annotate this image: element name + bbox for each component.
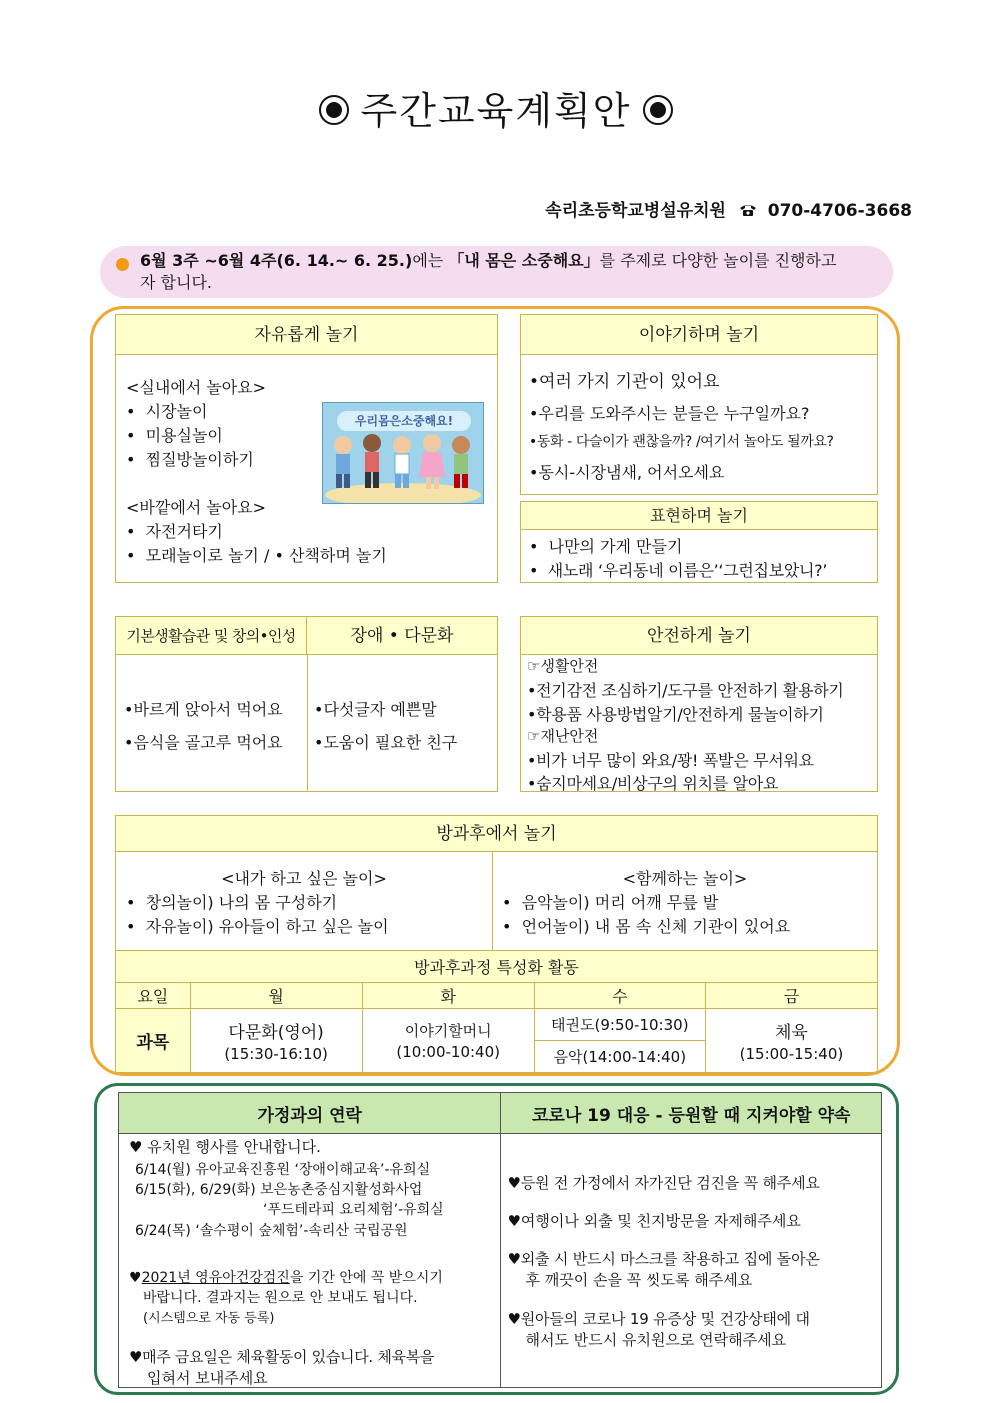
list-item: 해서도 반드시 유치원으로 연락해주세요 [525,1331,787,1349]
fri-subject: 체육 (15:00-15:40) [705,1009,877,1073]
story-play-title: 이야기하며 놀기 [521,315,877,355]
list-item: •여러 가지 기관이 있어요 [529,372,720,392]
free-play-title: 자유롭게 놀기 [116,315,497,355]
list-item: •음식을 골고루 먹어요 [124,733,283,752]
list-item: •다섯글자 예쁜말 [314,700,437,719]
list-item: •학용품 사용방법알기/안전하게 물놀이하기 [527,705,824,724]
illustration-caption: 우리몸은소중해요! [337,411,471,431]
habits-box [115,616,498,792]
list-item: • 찜질방놀이하기 [126,450,254,469]
title-text: 주간교육계획안 [360,89,632,133]
fisheye-icon [319,95,349,125]
subject-label: 과목 [116,1009,191,1073]
afterschool-right-heading: <함께하는 놀이> [622,869,748,888]
safety-box [520,616,878,792]
home-title: 가정과의 연락 [119,1093,501,1134]
covid-title: 코로나 19 대응 - 등원할 때 지켜야할 약속 [501,1093,882,1134]
day-wed: 수 [534,983,705,1009]
school-info [545,196,912,221]
theme-rest: 를 주제로 다양한 놀이를 진행하고 [599,251,837,270]
day-tue: 화 [362,983,534,1009]
day-mon: 월 [190,983,362,1009]
list-item: • 자전거타기 [126,522,223,541]
afterschool-title: 방과후에서 놀기 [116,816,877,852]
list-item: •우리를 도와주시는 분들은 누구일까요? [529,404,810,423]
safety-subheading: ☞생활안전 [527,657,599,675]
list-item: ‘푸드테라피 요리체험’-유희실 [263,1202,444,1218]
list-item: •전기감전 조심하기/도구를 안전하기 활용하기 [527,681,844,700]
theme-line2: 자 합니다. [140,273,212,292]
theme-banner [100,246,893,298]
list-item: ♥등원 전 가정에서 자가진단 검진을 꼭 해주세요 [507,1174,820,1192]
indoor-heading: <실내에서 놀아요> [126,378,267,397]
list-item: • 자유놀이) 유아들이 하고 싶은 놀이 [126,917,389,936]
list-item: 6/14(월) 유아교육진흥원 ‘장애이해교육’-유희실 [135,1162,431,1178]
column-divider [307,655,308,791]
list-item: • 창의놀이) 나의 몸 구성하기 [126,893,338,912]
theme-text [140,250,885,294]
list-item: • 새노래 ‘우리동네 이름은’‘그런집보았니?’ [529,561,828,580]
mon-subject: 다문화(영어) (15:30-16:10) [190,1009,362,1073]
safety-subheading: ☞재난안전 [527,727,599,745]
list-item: ♥매주 금요일은 체육활동이 있습니다. 체육복을 [129,1348,435,1366]
wed-subject-1: 태권도(9:50-10:30) [534,1009,705,1041]
list-item: • 모래놀이로 놀기 / • 산책하며 놀기 [126,546,387,565]
day-label: 요일 [116,983,191,1009]
list-item: 후 깨끗이 손을 꼭 씻도록 해주세요 [525,1271,753,1289]
theme-connector: 에는 [412,251,449,270]
list-item: • 언어놀이) 내 몸 속 신체 기관이 있어요 [502,917,791,936]
children-drawing [323,403,483,503]
list-item: ♥ 유치원 행사를 안내합니다. [129,1138,321,1156]
list-item: •바르게 앉아서 먹어요 [124,700,283,719]
list-item: ♥여행이나 외출 및 친지방문을 자제해주세요 [507,1212,801,1230]
list-item: • 미용실놀이 [126,426,223,445]
home-content [119,1134,501,1388]
express-play-box [520,501,878,583]
list-item: •도움이 필요한 친구 [314,733,458,752]
list-item: • 음악놀이) 머리 어깨 무릎 발 [502,893,719,912]
special-title: 방과후과정 특성화 활동 [116,951,878,983]
wed-subject-2: 음악(14:00-14:40) [534,1041,705,1073]
list-item: (시스템으로 자동 등록) [143,1311,275,1326]
special-activities-table [115,950,878,1073]
list-item: ♥2021년 영유아건강검진을 기간 안에 꼭 받으시기 [129,1270,443,1286]
habits-title: 기본생활습관 및 창의•인성 [116,617,307,655]
day-fri: 금 [705,983,877,1009]
list-item: •동시-시장냄새, 어서오세요 [529,463,725,482]
outdoor-heading: <바깥에서 놀아요> [126,498,267,517]
tue-subject: 이야기할머니 (10:00-10:40) [362,1009,534,1073]
safety-title: 안전하게 놀기 [521,617,877,655]
list-item: •동화 - 다슬이가 괜찮을까? /여기서 놀아도 될까요? [529,434,834,450]
list-item: ♥원아들의 코로나 19 유증상 및 건강상태에 대 [507,1310,810,1328]
list-item: ♥외출 시 반드시 마스크를 착용하고 집에 돌아온 [507,1250,820,1268]
health-check-link-text: 2021년 영유아건강검진 [141,1270,290,1286]
school-name: 속리초등학교병설유치원 [545,201,726,221]
children-illustration [322,402,484,504]
afterschool-box [115,815,878,951]
list-item: • 나만의 가게 만들기 [529,537,683,556]
phone-icon [738,203,758,217]
list-item: 입혀서 보내주세요 [147,1369,268,1387]
page-title [0,80,992,135]
theme-subject: 「내 몸은 소중해요」 [448,251,600,270]
list-item: 바랍니다. 결과지는 원으로 안 보내도 됩니다. [143,1290,418,1306]
list-item: •숨지마세요/비상구의 위치를 알아요 [527,774,779,793]
bullet-icon [116,258,129,271]
afterschool-left-heading: <내가 하고 싶은 놀이> [221,869,387,888]
theme-period: 6월 3주 ~6월 4주(6. 14.~ 6. 25.) [140,251,413,270]
express-play-title: 표현하며 놀기 [521,502,877,530]
covid-content [501,1134,882,1388]
story-play-box [520,314,878,495]
school-phone: 070-4706-3668 [767,201,912,221]
list-item: 6/24(목) ‘솔수평이 숲체험’-속리산 국립공원 [135,1223,408,1239]
fisheye-icon [643,95,673,125]
list-item: 6/15(화), 6/29(화) 보은농촌중심지활성화사업 [135,1182,423,1198]
notice-table [118,1092,882,1388]
list-item: •비가 너무 많이 와요/꽝! 폭발은 무서워요 [527,751,814,770]
list-item: • 시장놀이 [126,402,208,421]
multicultural-title: 장애 • 다문화 [307,617,497,655]
